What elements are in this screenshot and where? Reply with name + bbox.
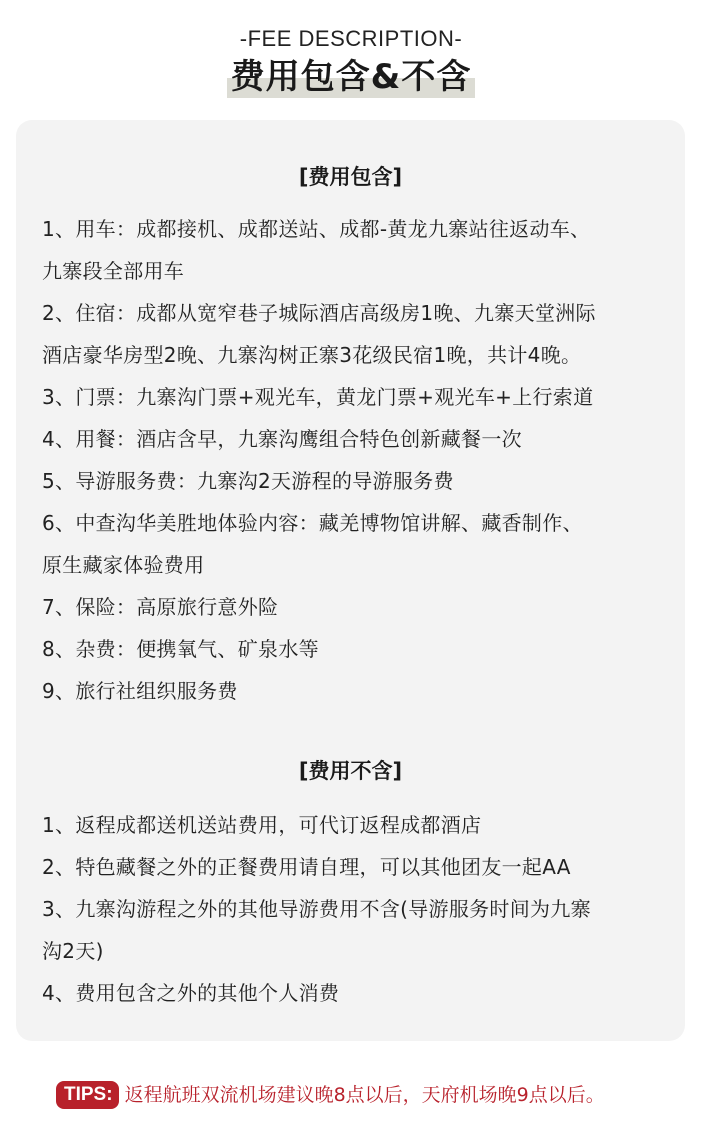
list-item: 原生藏家体验费用 [42,553,205,577]
list-item: 1、用车：成都接机、成都送站、成都-黄龙九寨站往返动车、 [42,217,591,241]
list-item: 4、用餐：酒店含早，九寨沟鹰组合特色创新藏餐一次 [42,427,522,451]
list-item: 7、保险：高原旅行意外险 [42,595,279,619]
page-subtitle: -FEE DESCRIPTION- [239,26,463,51]
list-item: 5、导游服务费：九寨沟2天游程的导游服务费 [42,469,454,493]
list-item: 酒店豪华房型2晚、九寨沟树正寨3花级民宿1晚，共计4晚。 [42,343,582,367]
list-item: 4、费用包含之外的其他个人消费 [42,981,340,1005]
list-item: 沟2天) [42,939,104,963]
page-title: 费用包含&不含 [230,57,472,97]
tips-text: 返程航班双流机场建议晚8点以后，天府机场晚9点以后。 [124,1084,605,1106]
tips-badge: TIPS: [56,1081,119,1109]
list-item: 8、杂费：便携氧气、矿泉水等 [42,637,319,661]
included-heading: [费用包含] [298,165,403,189]
list-item: 3、九寨沟游程之外的其他导游费用不含(导游服务时间为九寨 [42,897,591,921]
excluded-list [16,804,685,1014]
list-item: 2、住宿：成都从宽窄巷子城际酒店高级房1晚、九寨天堂洲际 [42,301,596,325]
excluded-heading: [费用不含] [298,759,403,783]
list-item: 1、返程成都送机送站费用，可代订返程成都酒店 [42,813,482,837]
list-item: 6、中查沟华美胜地体验内容：藏羌博物馆讲解、藏香制作、 [42,511,583,535]
page-header [0,24,702,98]
list-item: 2、特色藏餐之外的正餐费用请自理，可以其他团友一起AA [42,855,571,879]
list-item: 3、门票：九寨沟门票+观光车，黄龙门票+观光车+上行索道 [42,385,594,409]
page-title-wrap [231,56,472,98]
tips-note [56,1081,605,1109]
list-item: 九寨段全部用车 [42,259,185,283]
list-item: 9、旅行社组织服务费 [42,679,238,703]
fee-card [16,120,685,1041]
included-list [16,208,685,712]
